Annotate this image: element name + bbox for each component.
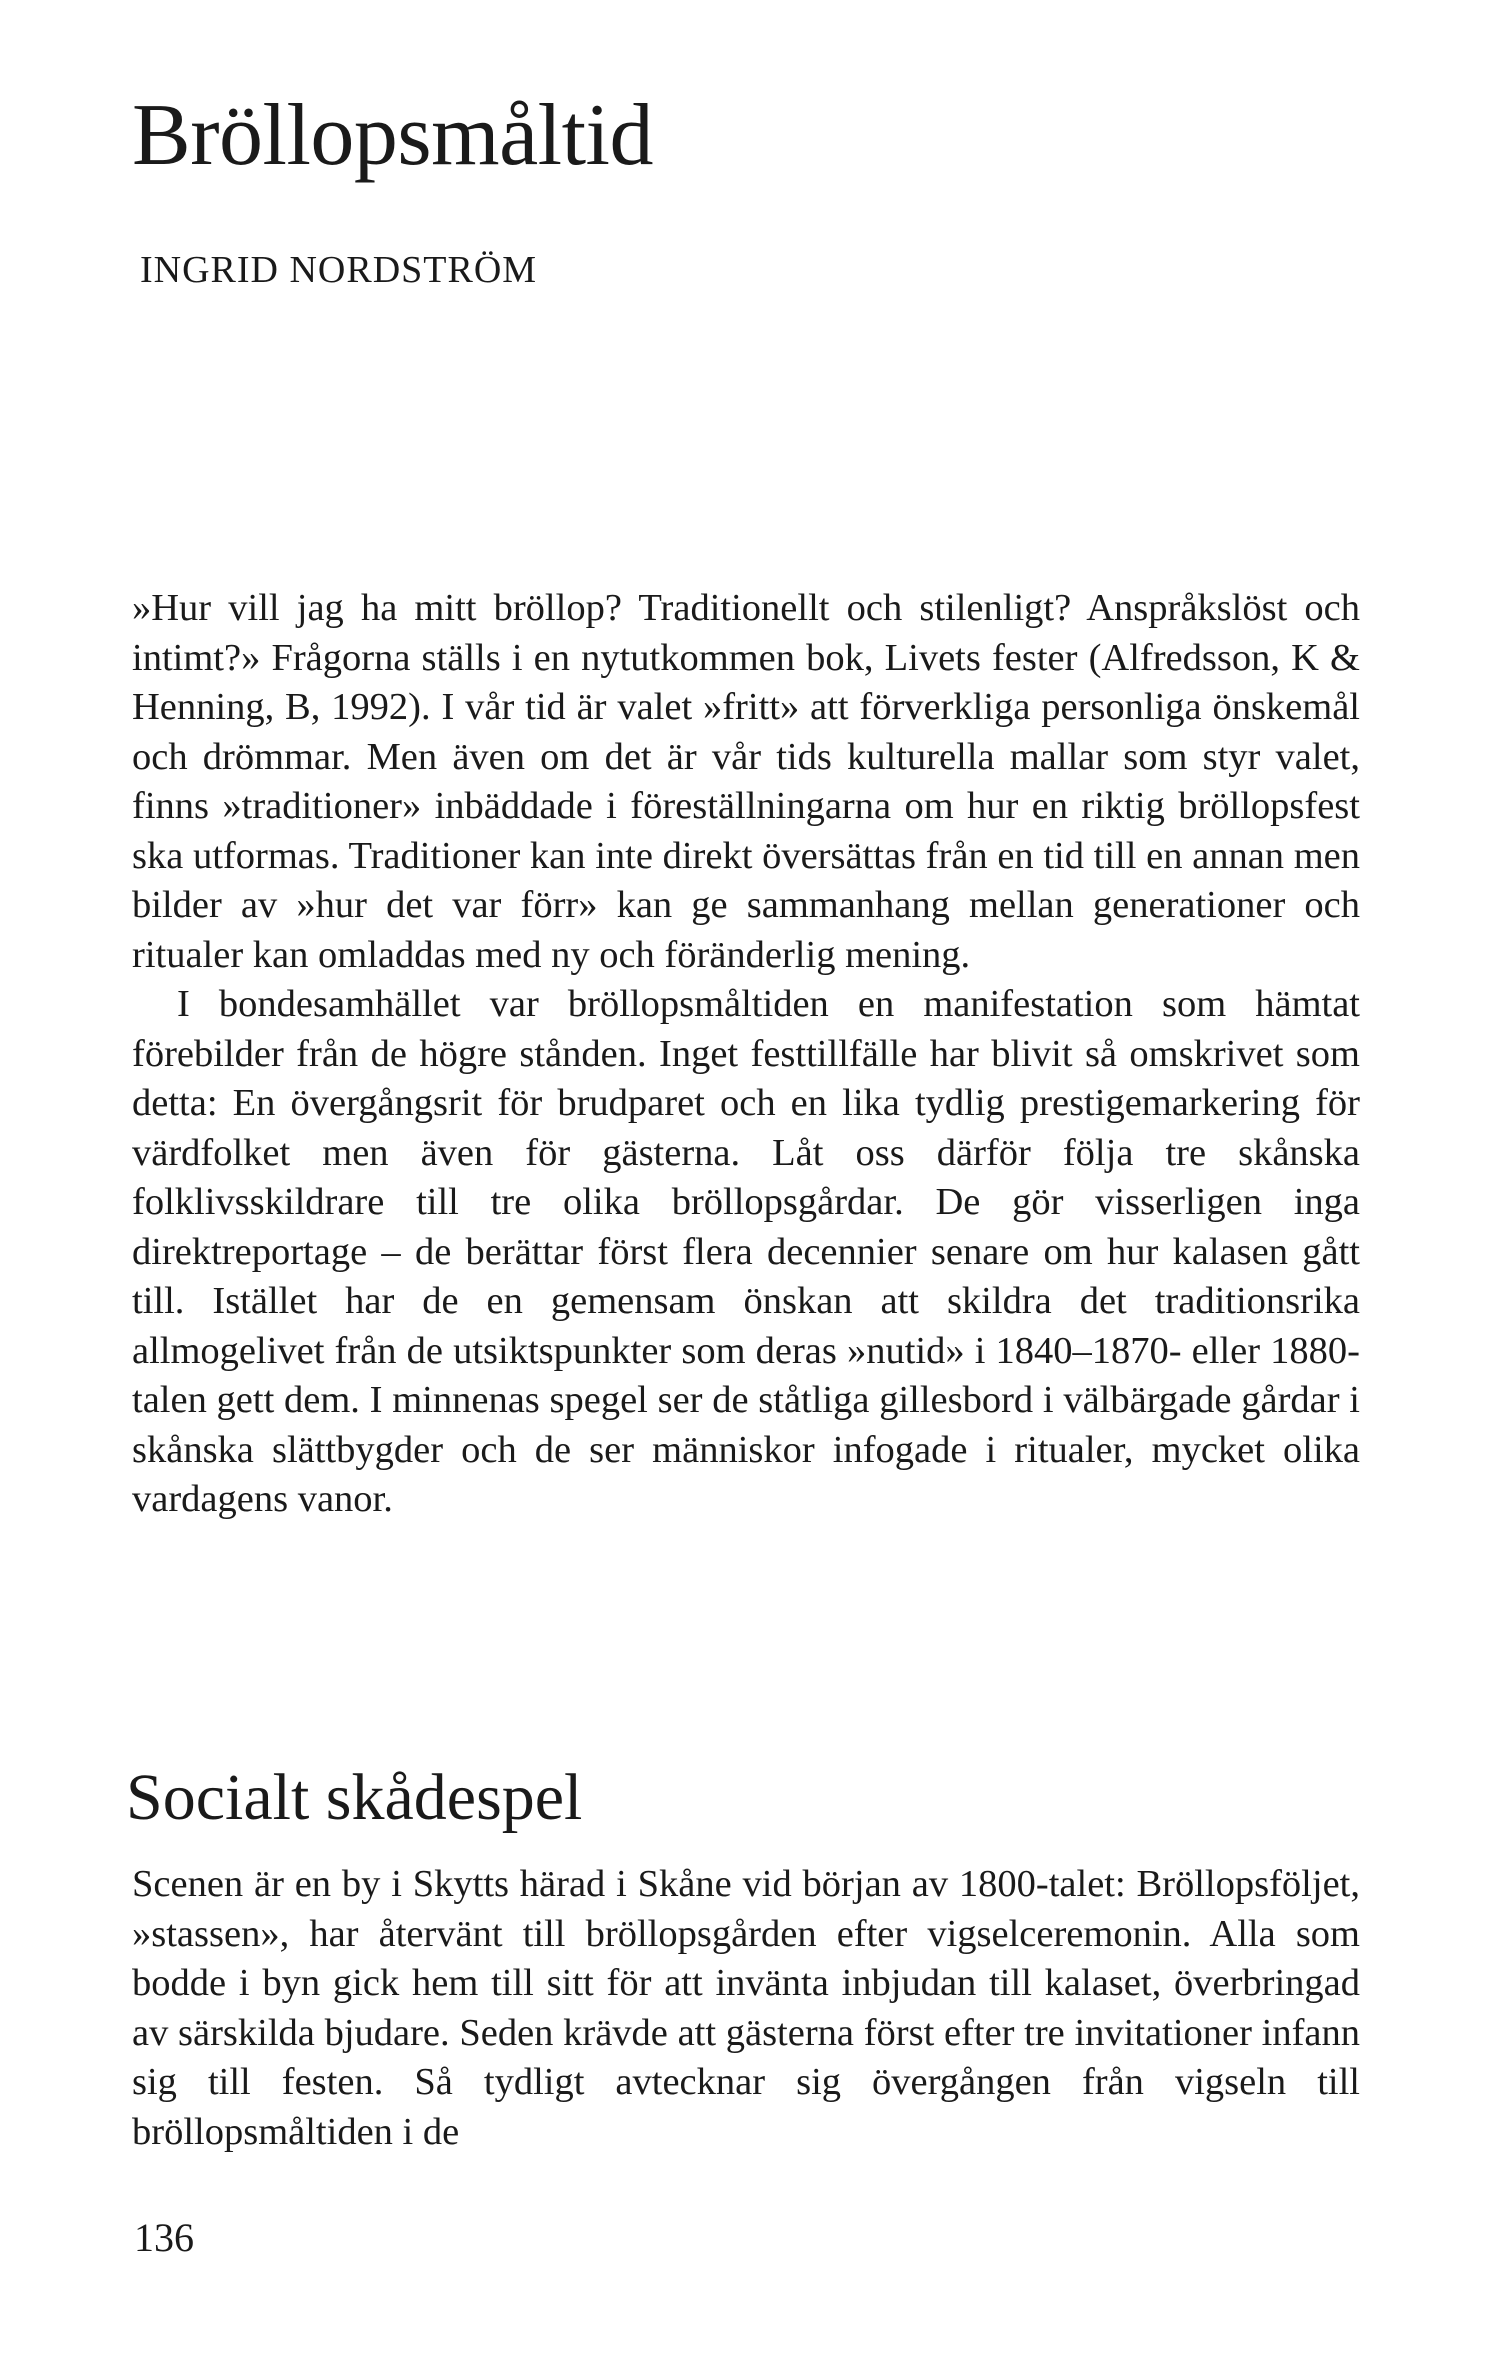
article-title: Bröllopsmåltid <box>132 87 653 184</box>
paragraph: I bondesamhället var bröllopsmåltiden en manifestation som hämtat förebilder från de högre stånden. Inget festtillfälle har blivit så omskrivet som detta: En övergångsrit för brudparet och en lika tydlig prestigemarkering för värdfolket men även för gästerna. Låt oss därför följa tre skånska folklivsskildrare till tre olika bröllopsgårdar. De gör visserligen inga direktreportage – de berättar först flera decennier senare om hur kalasen gått till. Istället har de en gemensam önskan att skildra det traditionsrika allmogelivet från de utsiktspunkter som deras »nutid» i 1840–1870- eller 1880-talen gett dem. I minnenas spegel ser de ståtliga gillesbord i välbärgade gårdar i skånska slättbygder och de ser människor infogade i ritualer, mycket olika vardagens vanor. <box>132 983 1360 1520</box>
page-number: 136 <box>134 2215 194 2260</box>
article-author: INGRID NORDSTRÖM <box>140 249 538 291</box>
paragraph: »Hur vill jag ha mitt bröllop? Traditionellt och stilenligt? Anspråkslöst och intimt?» Frågorna ställs i en nytutkommen bok, Livets fester (Alfredsson, K & Henning, B, 1992). I vår tid är valet »fritt» att förverkliga personliga önskemål och drömmar. Men även om det är vår tids kulturella mallar som styr valet, finns »traditioner» inbäddade i föreställningarna om hur en riktig bröllopsfest ska utformas. Traditioner kan inte direkt översättas från en tid till en annan men bilder av »hur det var förr» kan ge sammanhang mellan generationer och ritualer kan omladdas med ny och föränderlig mening. <box>132 587 1360 976</box>
paragraph: Scenen är en by i Skytts härad i Skåne vid början av 1800-talet: Bröllopsföljet, »stassen», har återvänt till bröllopsgården efter vigselceremonin. Alla som bodde i byn gick hem till sitt för att invänta inbjudan till kalaset, överbringad av särskilda bjudare. Seden krävde att gästerna först efter tre invitationer infann sig till festen. Så tydligt avtecknar sig övergången från vigseln till bröllopsmåltiden i de <box>132 1863 1360 2153</box>
section-text <box>132 1860 1360 2157</box>
section-heading: Socialt skådespel <box>126 1761 583 1834</box>
intro-text <box>132 584 1360 1525</box>
